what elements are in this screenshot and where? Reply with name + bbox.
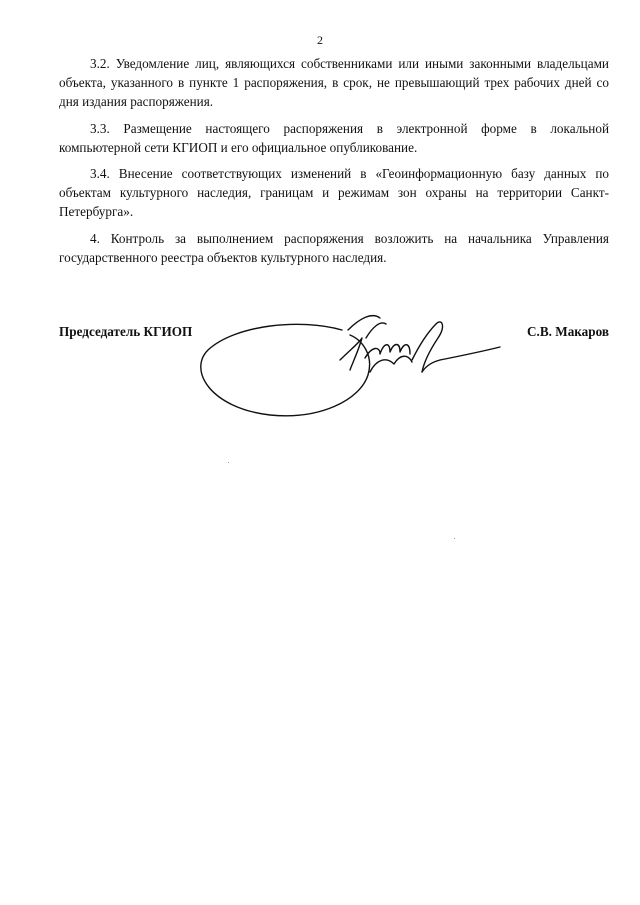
- paragraph-3-3: 3.3. Размещение настоящего распоряжения в электронной форме в локальной компьютерной сети КГИОП и его официальное опубликование.: [59, 120, 609, 155]
- signer-name: С.В. Макаров: [527, 324, 609, 339]
- scan-speck: [228, 462, 229, 463]
- paragraph-3-2: 3.2. Уведомление лиц, являющихся собственниками или иными законными владельцами объекта, указанного в пункте 1 распоряжения, в срок, не превышающий трех рабочих дней со дня издания распоряжения.: [59, 56, 609, 110]
- signer-title: Председатель КГИОП: [59, 324, 193, 339]
- paragraph-4: 4. Контроль за выполнением распоряжения возложить на начальника Управления государственного реестра объектов культурного наследия.: [59, 230, 609, 265]
- scan-speck: [454, 538, 455, 539]
- paragraph-3-4: 3.4. Внесение соответствующих изменений в «Геоинформационную базу данных по объектам культурного наследия, границам и режимам зон охраны на территории Санкт-Петербурга».: [59, 166, 609, 220]
- page-number: 2: [317, 33, 323, 47]
- handwritten-signature: [190, 290, 520, 440]
- document-body: [59, 54, 609, 274]
